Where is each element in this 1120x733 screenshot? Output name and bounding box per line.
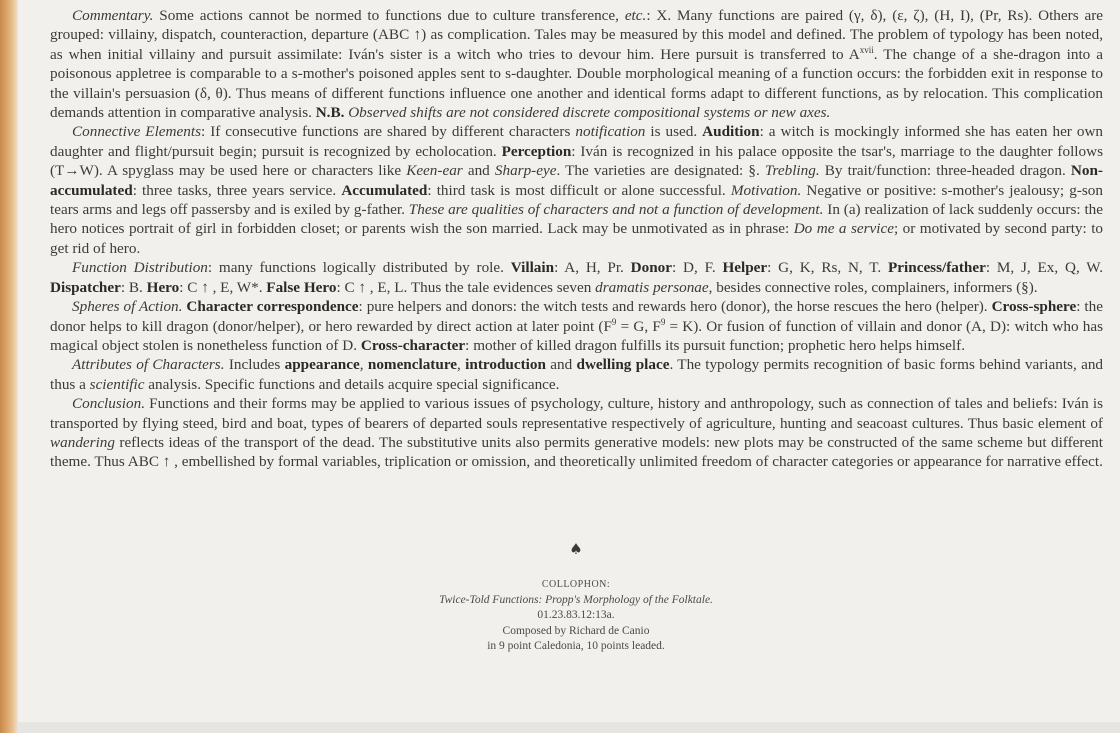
text-run: etc.	[624, 7, 647, 24]
text-run: : D, F.	[672, 259, 723, 277]
text-run: : If consecutive functions are shared by different characters	[200, 123, 576, 141]
bold-term: nomenclature	[367, 356, 458, 374]
text-run: : M, J, Ex, Q, W.	[985, 259, 1104, 277]
colophon-heading: COLLOPHON:	[541, 579, 611, 590]
colophon-title: Twice-Told Functions: Propp's Morphology of the Folktale.	[439, 593, 713, 606]
text-run: ,	[359, 356, 368, 374]
bold-term: Perception	[501, 142, 572, 160]
binding-edge	[0, 0, 18, 733]
paragraph-function-distribution	[50, 258, 1103, 297]
text-run: Sharp-eye	[494, 162, 557, 180]
text-run: Includes	[224, 356, 285, 374]
paragraph-connective-elements	[50, 122, 1103, 258]
text-run: Trebling.	[764, 162, 820, 180]
text-run: : Iván is recognized in his palace opposite the tsar's, marriage to the daughter follows (T→W). A spyglass may be used here or characters like	[50, 142, 1103, 180]
text-run: notification	[575, 123, 646, 141]
text-run: Observed shifts are not considered discrete compositional systems or new axes.	[344, 104, 831, 122]
text-run: 9	[611, 316, 617, 327]
text-run: : B.	[120, 278, 147, 296]
colophon-composer: Composed by Richard de Canio	[502, 624, 650, 637]
text-run: Functions and their forms may be applied to various issues of psychology, culture, history and anthropology, such as connection of tales and beliefs: Iván is transported by flying steed, bird and boat, types of bearers of departed souls representative respectively of agriculture, hunting and seacoast cultures. Thus basic element of	[50, 395, 1103, 432]
text-run: . The typology permits recognition of basic forms behind variants, and thus a	[50, 356, 1104, 393]
section-heading: Connective Elements	[72, 123, 201, 141]
text-run: : pure helpers and donors: the witch tests and rewards hero (donor), the horse rescues the hero (helper).	[358, 298, 992, 316]
text-run: = K). Or fusion of function of villain and donor (A, D): witch who has magical object stolen is nonetheless function of D.	[50, 317, 1103, 354]
text-run: and	[462, 162, 495, 180]
bold-term: Princess/father	[888, 259, 986, 277]
text-run: wandering	[50, 433, 115, 451]
text-run: : A, H, Pr.	[554, 259, 631, 277]
bold-term: N.B.	[315, 104, 345, 122]
bold-term: Helper	[722, 259, 768, 277]
paragraph-attributes-of-characters	[50, 355, 1103, 394]
section-heading: Conclusion.	[72, 395, 145, 413]
text-run: : three tasks, three years service.	[132, 181, 342, 199]
text-run: Some actions cannot be normed to functions due to culture transference,	[153, 7, 625, 24]
colophon	[350, 577, 802, 655]
text-run: dramatis personae	[595, 278, 709, 296]
section-heading: Commentary.	[72, 7, 154, 24]
bold-term: dwelling place	[576, 356, 670, 374]
section-heading: Attributes of Characters.	[72, 356, 225, 374]
text-run: . The change of a she-dragon into a poisonous appletree is comparable to a s-mother's poisoned apples sent to s-daughter. Double morphological meaning of a function occurs: the forbidden exit in response to the villain's persuasion (δ, θ). Thus means of different functions influence one another and identical forms adapt to different functions, as by relocation. This complication demands attention in comparative analysis.	[50, 45, 1103, 122]
text-run: Keen-ear	[406, 162, 463, 180]
text-run: : C ↑ , E, W*.	[179, 278, 267, 296]
body-text	[50, 6, 1103, 472]
text-run: : many functions logically distributed by role.	[207, 259, 511, 277]
bold-term: appearance	[284, 356, 360, 374]
text-run: Negative or positive: s-mother's jealousy; g-son tears arms and legs off passersby and is exiled by g-father.	[50, 181, 1103, 219]
bold-term: Dispatcher	[50, 278, 121, 296]
bold-term: Cross-character	[360, 336, 466, 354]
text-run: By trait/function: three-headed dragon.	[819, 162, 1071, 180]
section-heading: Spheres of Action.	[72, 298, 183, 316]
text-run: ,	[457, 356, 466, 374]
bold-term: Cross-sphere	[991, 298, 1077, 316]
text-run: : third task is most difficult or alone successful.	[427, 181, 731, 199]
paragraph-conclusion	[50, 394, 1103, 472]
text-run: Motivation.	[730, 181, 802, 199]
colophon-typeface: in 9 point Caledonia, 10 points leaded.	[487, 640, 665, 652]
text-run: : X. Many functions are paired (γ, δ), (ε, ζ), (H, I), (Pr, Rs). Others are grouped: villainy, dispatch, counteraction, departure (ABC ↑) as complication. Tales may be measured by this model and defined. The problem of typology has been noted, as when initial villainy and pursuit assimilate: Iván's sister is a witch who tries to devour him. Here pursuit is transferred to A	[50, 7, 1103, 63]
paragraph-spheres-of-action	[50, 297, 1103, 355]
bold-term: Audition	[702, 123, 760, 141]
text-run: and	[545, 356, 577, 374]
paragraph-commentary	[50, 6, 1103, 122]
text-run: . The varieties are designated: §.	[556, 162, 765, 180]
spade-ornament-icon: ♠	[569, 540, 583, 558]
text-run: analysis. Specific functions and details acquire special significance.	[144, 375, 560, 393]
text-run: is used.	[645, 123, 703, 141]
text-run: , besides connective roles, complainers, informers (§).	[708, 278, 1038, 296]
text-run: Do me a service	[793, 220, 894, 238]
colophon-date: 01.23.83.12:13a.	[537, 609, 615, 621]
bold-term: False Hero	[266, 278, 337, 296]
page-bottom-edge	[18, 722, 1120, 733]
text-run: These are qualities of characters and not a function of development.	[408, 201, 824, 219]
text-run: : a witch is mockingly informed she has eaten her own daughter and flight/pursuit begin; pursuit is recognized by echolocation.	[50, 123, 1104, 160]
text-run: scientific	[89, 375, 145, 393]
text-run: ; or motivated by second party: to get rid of hero.	[50, 220, 1104, 257]
section-heading: Function Distribution	[72, 259, 208, 277]
bold-term: Accumulated	[341, 181, 428, 199]
text-run: In (a) realization of lack suddenly occurs: the hero notices portrait of girl in forbidden closet; or parents wish the son married. Lack may be unmotivated as in phrase:	[50, 201, 1103, 238]
text-run: 9	[660, 316, 666, 327]
text-run: : C ↑ , E, L. Thus the tale evidences seven	[336, 278, 596, 296]
text-run: reflects ideas of the transport of the dead. The substitutive units also permits generative models: new plots may be constructed of the same scheme but different theme. Thus ABC ↑ , embellished by formal variables, triplication or omission, and theoretically unlimited freedom of character categories or appearance for narrative effect.	[50, 433, 1103, 471]
text-run: : the donor helps to kill dragon (donor/helper), or hero rewarded by direct action at later point (F	[50, 298, 1103, 335]
bold-term: Hero	[146, 278, 180, 296]
bold-term: Donor	[630, 259, 673, 277]
bold-term: Non-accumulated	[50, 162, 1103, 199]
bold-term: introduction	[465, 356, 546, 374]
text-run: xvii	[859, 44, 874, 55]
bold-term: Character correspondence	[186, 298, 359, 316]
text-run: : G, K, Rs, N, T.	[767, 259, 889, 277]
text-run: : mother of killed dragon fulfills its pursuit function; prophetic hero helps himself.	[465, 336, 966, 354]
bold-term: Villain	[510, 259, 555, 277]
text-run: = G, F	[616, 317, 661, 335]
